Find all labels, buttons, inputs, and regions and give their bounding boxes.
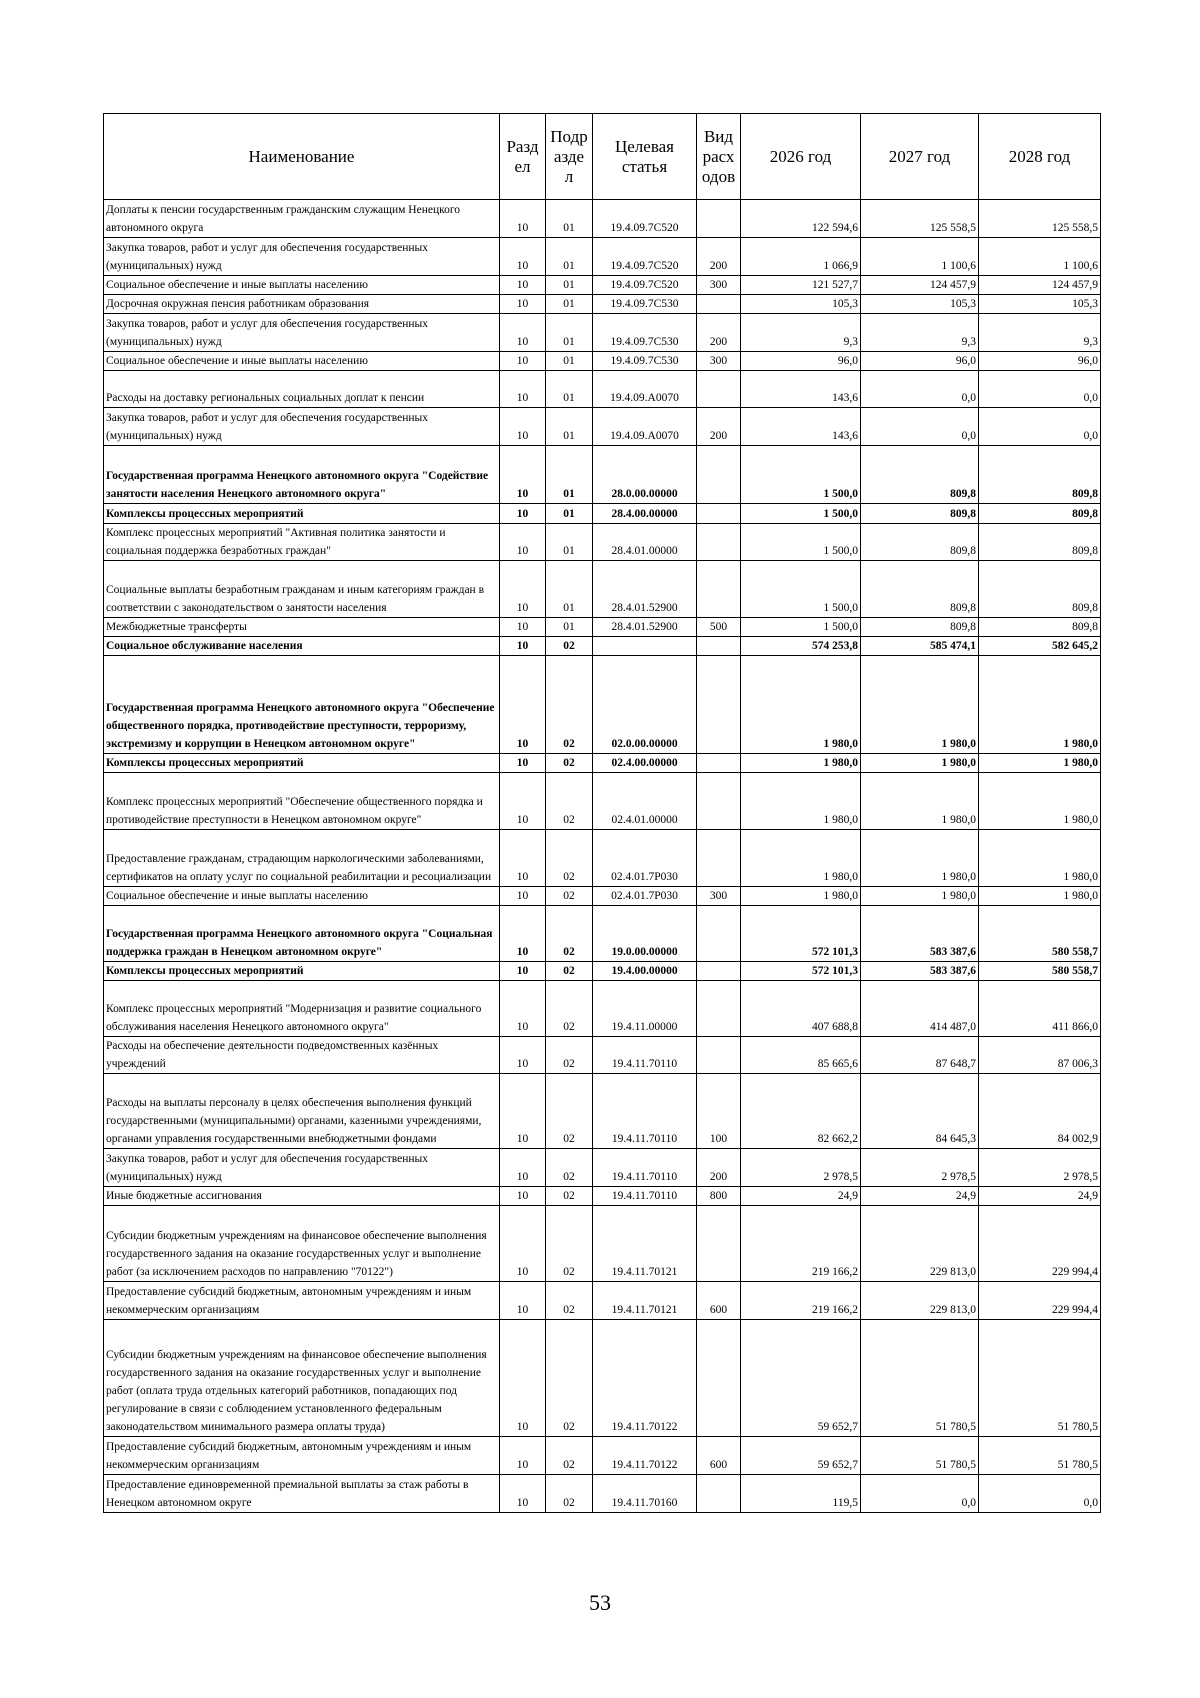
row-2028-cell: 51 780,5 (979, 1320, 1101, 1437)
row-2028-cell: 1 980,0 (979, 754, 1101, 773)
row-razdel-cell: 10 (500, 887, 546, 906)
row-name-cell: Доплаты к пенсии государственным гражданским служащим Ненецкого автономного округа (104, 200, 500, 238)
row-podrazdel-cell: 02 (546, 1149, 593, 1187)
row-2028-cell: 96,0 (979, 352, 1101, 371)
row-name-cell: Закупка товаров, работ и услуг для обеспечения государственных (муниципальных) нужд (104, 1149, 500, 1187)
row-2027-cell: 1 980,0 (861, 830, 979, 887)
row-podrazdel-cell: 02 (546, 773, 593, 830)
row-2027-cell: 125 558,5 (861, 200, 979, 238)
table-row (104, 504, 1101, 524)
row-razdel-cell: 10 (500, 561, 546, 618)
row-podrazdel-cell: 02 (546, 1206, 593, 1282)
row-name-cell: Расходы на доставку региональных социальных доплат к пенсии (104, 371, 500, 408)
row-razdel-cell: 10 (500, 618, 546, 637)
row-vid-cell (697, 200, 741, 238)
row-celevaya-cell: 19.4.11.70122 (593, 1437, 697, 1475)
row-vid-cell (697, 773, 741, 830)
row-2026-cell: 1 980,0 (741, 773, 861, 830)
row-podrazdel-cell: 01 (546, 408, 593, 446)
row-vid-cell (697, 656, 741, 754)
row-celevaya-cell: 02.0.00.00000 (593, 656, 697, 754)
budget-table-container (103, 113, 1100, 1513)
row-vid-cell (697, 446, 741, 504)
row-razdel-cell: 10 (500, 1149, 546, 1187)
row-2028-cell: 580 558,7 (979, 906, 1101, 962)
row-2028-cell: 1 100,6 (979, 238, 1101, 276)
row-2027-cell: 84 645,3 (861, 1074, 979, 1149)
row-celevaya-cell: 19.4.09.A0070 (593, 371, 697, 408)
row-2026-cell: 121 527,7 (741, 276, 861, 295)
row-razdel-cell: 10 (500, 352, 546, 371)
row-2027-cell: 583 387,6 (861, 962, 979, 981)
row-razdel-cell: 10 (500, 295, 546, 314)
row-vid-cell: 200 (697, 1149, 741, 1187)
row-2027-cell: 809,8 (861, 618, 979, 637)
row-2028-cell: 809,8 (979, 524, 1101, 561)
row-vid-cell (697, 561, 741, 618)
row-2027-cell: 809,8 (861, 524, 979, 561)
row-2027-cell: 0,0 (861, 371, 979, 408)
row-podrazdel-cell: 02 (546, 754, 593, 773)
table-row (104, 1037, 1101, 1074)
row-2026-cell: 1 980,0 (741, 754, 861, 773)
page-number: 53 (589, 1590, 611, 1615)
row-celevaya-cell: 19.4.11.70121 (593, 1206, 697, 1282)
row-razdel-cell: 10 (500, 446, 546, 504)
row-name-cell: Государственная программа Ненецкого автономного округа "Обеспечение общественного порядка, противодействие преступности, терроризму, экстремизму и коррупции в Ненецком автономном округе" (104, 656, 500, 754)
row-razdel-cell: 10 (500, 906, 546, 962)
table-row (104, 314, 1101, 352)
row-2027-cell: 583 387,6 (861, 906, 979, 962)
row-vid-cell (697, 1475, 741, 1513)
row-2028-cell: 24,9 (979, 1187, 1101, 1206)
row-2027-cell: 1 980,0 (861, 773, 979, 830)
row-celevaya-cell: 19.4.00.00000 (593, 962, 697, 981)
row-name-cell: Досрочная окружная пенсия работникам образования (104, 295, 500, 314)
row-2026-cell: 96,0 (741, 352, 861, 371)
row-razdel-cell: 10 (500, 637, 546, 656)
row-2027-cell: 24,9 (861, 1187, 979, 1206)
table-row (104, 1074, 1101, 1149)
row-podrazdel-cell: 01 (546, 618, 593, 637)
header-2026: 2026 год (741, 114, 861, 200)
row-vid-cell: 600 (697, 1437, 741, 1475)
row-2026-cell: 574 253,8 (741, 637, 861, 656)
row-razdel-cell: 10 (500, 1206, 546, 1282)
row-2027-cell: 809,8 (861, 446, 979, 504)
row-podrazdel-cell: 01 (546, 295, 593, 314)
row-2027-cell: 96,0 (861, 352, 979, 371)
row-2028-cell: 9,3 (979, 314, 1101, 352)
row-2026-cell: 59 652,7 (741, 1437, 861, 1475)
row-2028-cell: 105,3 (979, 295, 1101, 314)
row-name-cell: Закупка товаров, работ и услуг для обеспечения государственных (муниципальных) нужд (104, 408, 500, 446)
row-name-cell: Субсидии бюджетным учреждениям на финансовое обеспечение выполнения государственного задания на оказание государственных услуг и выполнение работ (за исключением расходов по направлению "70122") (104, 1206, 500, 1282)
table-row (104, 1187, 1101, 1206)
row-celevaya-cell: 28.4.01.52900 (593, 618, 697, 637)
table-row (104, 1320, 1101, 1437)
row-2028-cell: 582 645,2 (979, 637, 1101, 656)
row-name-cell: Предоставление субсидий бюджетным, автономным учреждениям и иным некоммерческим организациям (104, 1282, 500, 1320)
row-2027-cell: 809,8 (861, 504, 979, 524)
row-vid-cell: 300 (697, 887, 741, 906)
row-name-cell: Закупка товаров, работ и услуг для обеспечения государственных (муниципальных) нужд (104, 238, 500, 276)
row-2026-cell: 122 594,6 (741, 200, 861, 238)
row-2027-cell: 124 457,9 (861, 276, 979, 295)
row-2028-cell: 1 980,0 (979, 887, 1101, 906)
row-name-cell: Социальное обеспечение и иные выплаты населению (104, 887, 500, 906)
row-2028-cell: 1 980,0 (979, 830, 1101, 887)
row-name-cell: Расходы на обеспечение деятельности подведомственных казённых учреждений (104, 1037, 500, 1074)
row-podrazdel-cell: 01 (546, 524, 593, 561)
row-vid-cell (697, 1037, 741, 1074)
table-row (104, 1206, 1101, 1282)
row-2026-cell: 1 500,0 (741, 504, 861, 524)
row-vid-cell (697, 1320, 741, 1437)
table-header-row (104, 114, 1101, 200)
row-celevaya-cell: 19.4.11.70110 (593, 1037, 697, 1074)
table-row (104, 1437, 1101, 1475)
row-celevaya-cell: 02.4.01.00000 (593, 773, 697, 830)
row-celevaya-cell: 19.4.11.70110 (593, 1074, 697, 1149)
row-celevaya-cell: 19.4.09.7C530 (593, 295, 697, 314)
table-row (104, 656, 1101, 754)
row-celevaya-cell: 02.4.01.7P030 (593, 830, 697, 887)
row-2026-cell: 1 066,9 (741, 238, 861, 276)
row-vid-cell (697, 981, 741, 1037)
row-2028-cell: 87 006,3 (979, 1037, 1101, 1074)
row-2026-cell: 219 166,2 (741, 1206, 861, 1282)
row-name-cell: Социальное обеспечение и иные выплаты населению (104, 352, 500, 371)
row-2027-cell: 0,0 (861, 408, 979, 446)
header-vid-rashodov: Вид расх одов (697, 114, 741, 200)
row-name-cell: Комплекс процессных мероприятий "Активная политика занятости и социальная поддержка безработных граждан" (104, 524, 500, 561)
row-vid-cell (697, 371, 741, 408)
table-body (104, 200, 1101, 1513)
row-razdel-cell: 10 (500, 1074, 546, 1149)
row-podrazdel-cell: 02 (546, 1437, 593, 1475)
row-celevaya-cell: 19.4.11.70160 (593, 1475, 697, 1513)
row-razdel-cell: 10 (500, 830, 546, 887)
row-name-cell: Комплекс процессных мероприятий "Обеспечение общественного порядка и противодействие преступности в Ненецком автономном округе" (104, 773, 500, 830)
row-podrazdel-cell: 01 (546, 504, 593, 524)
row-podrazdel-cell: 01 (546, 238, 593, 276)
row-2027-cell: 87 648,7 (861, 1037, 979, 1074)
row-celevaya-cell: 19.4.09.A0070 (593, 408, 697, 446)
row-celevaya-cell: 19.4.09.7C520 (593, 238, 697, 276)
row-vid-cell: 500 (697, 618, 741, 637)
row-razdel-cell: 10 (500, 1282, 546, 1320)
table-row (104, 906, 1101, 962)
row-vid-cell: 600 (697, 1282, 741, 1320)
table-row (104, 446, 1101, 504)
row-celevaya-cell: 19.4.09.7C520 (593, 200, 697, 238)
table-row (104, 524, 1101, 561)
row-celevaya-cell: 19.4.09.7C530 (593, 314, 697, 352)
row-celevaya-cell: 28.4.01.52900 (593, 561, 697, 618)
row-2028-cell: 809,8 (979, 504, 1101, 524)
row-razdel-cell: 10 (500, 200, 546, 238)
row-razdel-cell: 10 (500, 656, 546, 754)
row-2027-cell: 809,8 (861, 561, 979, 618)
row-celevaya-cell: 19.4.11.70121 (593, 1282, 697, 1320)
row-name-cell: Межбюджетные трансферты (104, 618, 500, 637)
row-2028-cell: 1 980,0 (979, 656, 1101, 754)
row-podrazdel-cell: 01 (546, 276, 593, 295)
row-2028-cell: 125 558,5 (979, 200, 1101, 238)
row-podrazdel-cell: 02 (546, 1187, 593, 1206)
table-row (104, 352, 1101, 371)
row-2027-cell: 51 780,5 (861, 1437, 979, 1475)
table-row (104, 371, 1101, 408)
row-razdel-cell: 10 (500, 1037, 546, 1074)
table-row (104, 773, 1101, 830)
row-razdel-cell: 10 (500, 1437, 546, 1475)
row-name-cell: Государственная программа Ненецкого автономного округа "Социальная поддержка граждан в Ненецком автономном округе" (104, 906, 500, 962)
row-vid-cell (697, 524, 741, 561)
row-podrazdel-cell: 02 (546, 1320, 593, 1437)
row-podrazdel-cell: 01 (546, 561, 593, 618)
row-celevaya-cell: 19.4.11.70110 (593, 1187, 697, 1206)
row-vid-cell (697, 637, 741, 656)
row-vid-cell: 300 (697, 352, 741, 371)
row-2027-cell: 414 487,0 (861, 981, 979, 1037)
row-name-cell: Иные бюджетные ассигнования (104, 1187, 500, 1206)
row-2027-cell: 1 980,0 (861, 656, 979, 754)
row-2027-cell: 1 980,0 (861, 754, 979, 773)
row-2027-cell: 229 813,0 (861, 1206, 979, 1282)
table-row (104, 754, 1101, 773)
row-podrazdel-cell: 01 (546, 352, 593, 371)
header-razdel: Разд ел (500, 114, 546, 200)
row-razdel-cell: 10 (500, 981, 546, 1037)
table-row (104, 408, 1101, 446)
row-celevaya-cell: 02.4.01.7P030 (593, 887, 697, 906)
row-razdel-cell: 10 (500, 524, 546, 561)
row-celevaya-cell: 19.4.09.7C520 (593, 276, 697, 295)
row-vid-cell (697, 830, 741, 887)
table-row (104, 637, 1101, 656)
table-row (104, 276, 1101, 295)
row-2027-cell: 0,0 (861, 1475, 979, 1513)
row-podrazdel-cell: 02 (546, 1037, 593, 1074)
row-2027-cell: 1 980,0 (861, 887, 979, 906)
row-name-cell: Государственная программа Ненецкого автономного округа "Содействие занятости населения Ненецкого автономного округа" (104, 446, 500, 504)
table-row (104, 618, 1101, 637)
row-name-cell: Закупка товаров, работ и услуг для обеспечения государственных (муниципальных) нужд (104, 314, 500, 352)
table-row (104, 295, 1101, 314)
row-2028-cell: 1 980,0 (979, 773, 1101, 830)
row-2028-cell: 0,0 (979, 371, 1101, 408)
row-name-cell: Предоставление гражданам, страдающим наркологическими заболеваниями, сертификатов на оплату услуг по социальной реабилитации и ресоциализации (104, 830, 500, 887)
row-razdel-cell: 10 (500, 238, 546, 276)
row-vid-cell (697, 295, 741, 314)
row-name-cell: Субсидии бюджетным учреждениям на финансовое обеспечение выполнения государственного задания на оказание государственных услуг и выполнение работ (оплата труда отдельных категорий работников, попадающих под регулирование в связи с соблюдением установленного федеральным законодательством минимального размера оплаты труда) (104, 1320, 500, 1437)
row-2027-cell: 9,3 (861, 314, 979, 352)
row-vid-cell: 300 (697, 276, 741, 295)
budget-table (103, 113, 1101, 1513)
row-celevaya-cell: 28.4.00.00000 (593, 504, 697, 524)
row-razdel-cell: 10 (500, 962, 546, 981)
row-podrazdel-cell: 02 (546, 906, 593, 962)
row-vid-cell (697, 754, 741, 773)
row-2028-cell: 580 558,7 (979, 962, 1101, 981)
row-name-cell: Комплексы процессных мероприятий (104, 754, 500, 773)
row-vid-cell (697, 962, 741, 981)
row-2028-cell: 229 994,4 (979, 1282, 1101, 1320)
row-name-cell: Предоставление субсидий бюджетным, автономным учреждениям и иным некоммерческим организациям (104, 1437, 500, 1475)
row-2026-cell: 407 688,8 (741, 981, 861, 1037)
header-2028: 2028 год (979, 114, 1101, 200)
table-row (104, 1282, 1101, 1320)
row-2026-cell: 85 665,6 (741, 1037, 861, 1074)
table-row (104, 1475, 1101, 1513)
row-razdel-cell: 10 (500, 314, 546, 352)
row-2028-cell: 809,8 (979, 561, 1101, 618)
row-2026-cell: 59 652,7 (741, 1320, 861, 1437)
header-2027: 2027 год (861, 114, 979, 200)
row-2028-cell: 809,8 (979, 446, 1101, 504)
row-2026-cell: 1 500,0 (741, 561, 861, 618)
row-vid-cell (697, 906, 741, 962)
row-2026-cell: 1 500,0 (741, 524, 861, 561)
row-2028-cell: 84 002,9 (979, 1074, 1101, 1149)
row-2028-cell: 124 457,9 (979, 276, 1101, 295)
table-row (104, 238, 1101, 276)
row-razdel-cell: 10 (500, 504, 546, 524)
row-podrazdel-cell: 02 (546, 1282, 593, 1320)
row-2026-cell: 1 500,0 (741, 446, 861, 504)
row-2026-cell: 572 101,3 (741, 962, 861, 981)
table-row (104, 887, 1101, 906)
row-podrazdel-cell: 02 (546, 1074, 593, 1149)
row-2028-cell: 411 866,0 (979, 981, 1101, 1037)
row-2026-cell: 572 101,3 (741, 906, 861, 962)
row-razdel-cell: 10 (500, 408, 546, 446)
row-2026-cell: 1 980,0 (741, 656, 861, 754)
row-podrazdel-cell: 02 (546, 656, 593, 754)
table-row (104, 981, 1101, 1037)
row-podrazdel-cell: 01 (546, 371, 593, 408)
row-2027-cell: 229 813,0 (861, 1282, 979, 1320)
row-2027-cell: 105,3 (861, 295, 979, 314)
row-podrazdel-cell: 02 (546, 1475, 593, 1513)
row-razdel-cell: 10 (500, 371, 546, 408)
row-podrazdel-cell: 02 (546, 981, 593, 1037)
row-vid-cell: 200 (697, 314, 741, 352)
row-celevaya-cell: 19.4.11.00000 (593, 981, 697, 1037)
row-celevaya-cell (593, 637, 697, 656)
row-2026-cell: 24,9 (741, 1187, 861, 1206)
row-2026-cell: 82 662,2 (741, 1074, 861, 1149)
row-vid-cell: 100 (697, 1074, 741, 1149)
row-name-cell: Социальное обеспечение и иные выплаты населению (104, 276, 500, 295)
row-name-cell: Социальные выплаты безработным гражданам и иным категориям граждан в соответствии с законодательством о занятости населения (104, 561, 500, 618)
row-podrazdel-cell: 01 (546, 200, 593, 238)
row-2028-cell: 0,0 (979, 1475, 1101, 1513)
row-celevaya-cell: 19.0.00.00000 (593, 906, 697, 962)
row-podrazdel-cell: 02 (546, 637, 593, 656)
row-2027-cell: 585 474,1 (861, 637, 979, 656)
row-2028-cell: 2 978,5 (979, 1149, 1101, 1187)
row-2026-cell: 1 500,0 (741, 618, 861, 637)
row-name-cell: Комплекс процессных мероприятий "Модернизация и развитие социального обслуживания населения Ненецкого автономного округа" (104, 981, 500, 1037)
table-row (104, 962, 1101, 981)
row-vid-cell (697, 1206, 741, 1282)
row-razdel-cell: 10 (500, 276, 546, 295)
row-2026-cell: 143,6 (741, 408, 861, 446)
header-podrazdel: Подр азде л (546, 114, 593, 200)
row-razdel-cell: 10 (500, 1187, 546, 1206)
row-vid-cell: 200 (697, 408, 741, 446)
row-vid-cell (697, 504, 741, 524)
row-name-cell: Предоставление единовременной премиальной выплаты за стаж работы в Ненецком автономном округе (104, 1475, 500, 1513)
row-name-cell: Комплексы процессных мероприятий (104, 504, 500, 524)
row-2026-cell: 2 978,5 (741, 1149, 861, 1187)
row-2026-cell: 9,3 (741, 314, 861, 352)
row-2026-cell: 219 166,2 (741, 1282, 861, 1320)
row-podrazdel-cell: 01 (546, 446, 593, 504)
row-podrazdel-cell: 02 (546, 887, 593, 906)
table-row (104, 200, 1101, 238)
row-celevaya-cell: 02.4.00.00000 (593, 754, 697, 773)
row-2028-cell: 0,0 (979, 408, 1101, 446)
row-2026-cell: 119,5 (741, 1475, 861, 1513)
row-celevaya-cell: 19.4.09.7C530 (593, 352, 697, 371)
table-row (104, 1149, 1101, 1187)
row-2027-cell: 2 978,5 (861, 1149, 979, 1187)
row-celevaya-cell: 28.0.00.00000 (593, 446, 697, 504)
row-2026-cell: 143,6 (741, 371, 861, 408)
row-celevaya-cell: 19.4.11.70122 (593, 1320, 697, 1437)
row-2028-cell: 51 780,5 (979, 1437, 1101, 1475)
header-celevaya-statya: Целевая статья (593, 114, 697, 200)
row-name-cell: Социальное обслуживание населения (104, 637, 500, 656)
row-2028-cell: 229 994,4 (979, 1206, 1101, 1282)
row-2027-cell: 1 100,6 (861, 238, 979, 276)
row-2026-cell: 1 980,0 (741, 887, 861, 906)
row-name-cell: Расходы на выплаты персоналу в целях обеспечения выполнения функций государственными (муниципальными) органами, казенными учреждениями, органами управления государственными внебюджетными фондами (104, 1074, 500, 1149)
row-razdel-cell: 10 (500, 1475, 546, 1513)
row-name-cell: Комплексы процессных мероприятий (104, 962, 500, 981)
header-name: Наименование (104, 114, 500, 200)
row-podrazdel-cell: 01 (546, 314, 593, 352)
row-celevaya-cell: 28.4.01.00000 (593, 524, 697, 561)
row-2026-cell: 105,3 (741, 295, 861, 314)
row-vid-cell: 800 (697, 1187, 741, 1206)
row-razdel-cell: 10 (500, 773, 546, 830)
row-vid-cell: 200 (697, 238, 741, 276)
row-razdel-cell: 10 (500, 754, 546, 773)
row-razdel-cell: 10 (500, 1320, 546, 1437)
row-podrazdel-cell: 02 (546, 962, 593, 981)
row-2026-cell: 1 980,0 (741, 830, 861, 887)
row-2028-cell: 809,8 (979, 618, 1101, 637)
table-row (104, 561, 1101, 618)
table-row (104, 830, 1101, 887)
row-celevaya-cell: 19.4.11.70110 (593, 1149, 697, 1187)
row-2027-cell: 51 780,5 (861, 1320, 979, 1437)
row-podrazdel-cell: 02 (546, 830, 593, 887)
